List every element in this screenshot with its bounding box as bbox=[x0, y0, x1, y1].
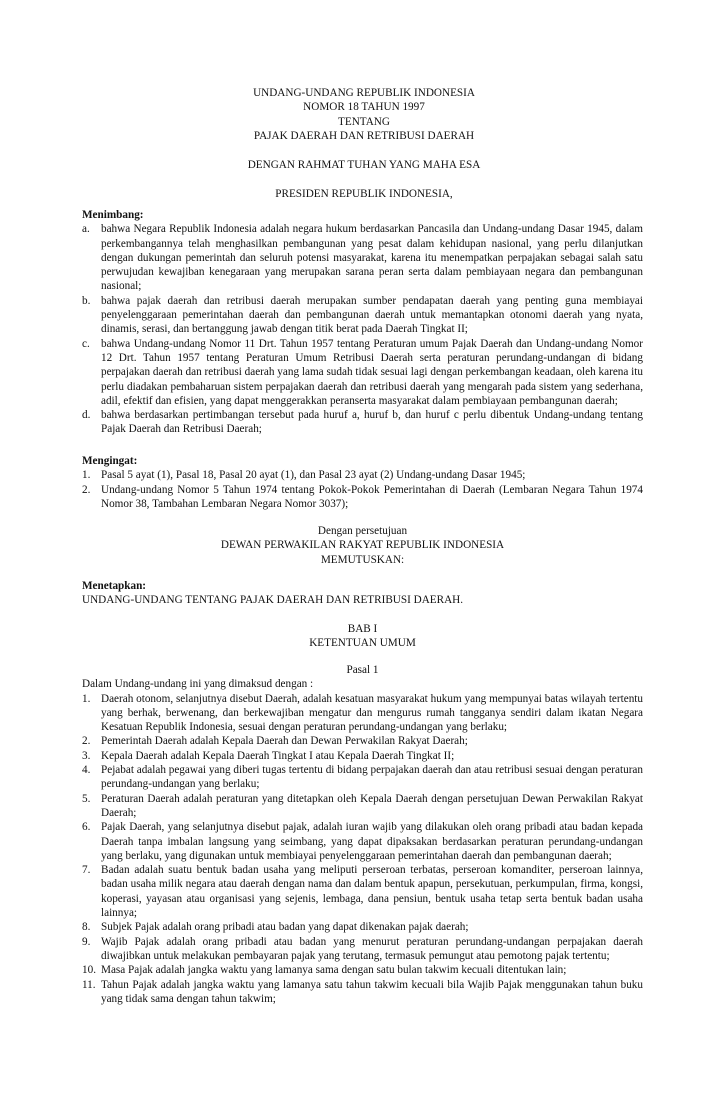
list-item: 2. Undang-undang Nomor 5 Tahun 1974 tentang Pokok-Pokok Pemerintahan di Daerah (Lembaran Negara Tahun 1974 Nomor 38, Tambahan Lembaran Negara Nomor 3037); bbox=[82, 483, 643, 510]
list-item: 11. Tahun Pajak adalah jangka waktu yang lamanya satu tahun takwim kecuali bila Wajib Pajak menggunakan tahun buku yang tidak sama dengan tahun takwim; bbox=[82, 978, 643, 1005]
header-number: NOMOR 18 TAHUN 1997 bbox=[303, 101, 425, 114]
persetujuan-section bbox=[82, 524, 643, 567]
bab-heading bbox=[82, 622, 643, 651]
list-item: 8. Subjek Pajak adalah orang pribadi atau badan yang dapat dikenakan pajak daerah; bbox=[82, 921, 469, 934]
list-item: 1. Daerah otonom, selanjutnya disebut Daerah, adalah kesatuan masyarakat hukum yang mempunyai batas wilayah tertentu yang berhak, berwenang, dan berkewajiban mengatur dan mengurus rumah tangganya sendiri dalam ikatan Negara Kesatuan Republik Indonesia, sesuai dengan peraturan perundang-undangan yang berlaku; bbox=[82, 692, 643, 734]
header-title: UNDANG-UNDANG REPUBLIK INDONESIA bbox=[253, 87, 475, 99]
memutuskan-line: MEMUTUSKAN: bbox=[320, 553, 405, 566]
menimbang-label: Menimbang: bbox=[82, 209, 144, 221]
header-invocation: DENGAN RAHMAT TUHAN YANG MAHA ESA bbox=[247, 159, 481, 172]
menetapkan-section bbox=[82, 579, 643, 608]
list-item: 4. Pejabat adalah pegawai yang diberi tugas tertentu di bidang perpajakan daerah dan atau retribusi sesuai dengan peraturan perundang-undangan yang berlaku; bbox=[82, 764, 643, 791]
list-item: 2. Pemerintah Daerah adalah Kepala Daerah dan Dewan Perwakilan Rakyat Daerah; bbox=[82, 735, 468, 748]
menimbang-section bbox=[82, 208, 643, 437]
bab-title: BAB I bbox=[347, 623, 378, 635]
document-header bbox=[0, 86, 728, 201]
mengingat-label: Mengingat: bbox=[82, 455, 138, 467]
list-item: 1. Pasal 5 ayat (1), Pasal 18, Pasal 20 ayat (1), dan Pasal 23 ayat (2) Undang-undang Dasar 1945; bbox=[82, 469, 526, 482]
menetapkan-label: Menetapkan: bbox=[82, 580, 147, 592]
list-item: 7. Badan adalah suatu bentuk badan usaha yang meliputi perseroan terbatas, perseroan komanditer, perseroan lainnya, badan usaha milik negara atau daerah dengan nama dan dalam bentuk apapun, persekutuan, perkumpulan, firma, kongsi, koperasi, yayasan atau organisasi yang sejenis, lembaga, dana pensiun, bentuk usaha tetap serta bentuk badan usaha lainnya; bbox=[82, 864, 643, 920]
list-item: a. bahwa Negara Republik Indonesia adalah negara hukum berdasarkan Pancasila dan Undang-undang Dasar 1945, dalam perkembangannya telah menghasilkan pembangunan yang pesat dalam kehidupan nasional, yang perlu dilanjutkan dengan dukungan pemerintah dan seluruh potensi masyarakat, karena itu menempatkan perpajakan sebagai salah satu perwujudan kewajiban kenegaraan yang merupakan sarana peran serta dalam pembiayaan negara dan pembangunan nasional; bbox=[82, 223, 643, 293]
list-item: 5. Peraturan Daerah adalah peraturan yang ditetapkan oleh Kepala Daerah dengan persetujuan Dewan Perwakilan Rakyat Daerah; bbox=[82, 792, 643, 819]
persetujuan-line: Dengan persetujuan bbox=[317, 525, 408, 537]
list-item: 3. Kepala Daerah adalah Kepala Daerah Tingkat I atau Kepala Daerah Tingkat II; bbox=[82, 749, 455, 762]
list-item: d. bahwa berdasarkan pertimbangan tersebut pada huruf a, huruf b, dan huruf c perlu dibentuk Undang-undang tentang Pajak Daerah dan Retribusi Daerah; bbox=[82, 409, 643, 436]
pasal-intro: Dalam Undang-undang ini yang dimaksud dengan : bbox=[82, 678, 314, 691]
list-item: 9. Wajib Pajak adalah orang pribadi atau badan yang menurut peraturan perundang-undangan perpajakan daerah diwajibkan untuk melakukan pembayaran pajak yang terutang, termasuk pemungut atau pemotong pajak tertentu; bbox=[82, 935, 643, 962]
header-president: PRESIDEN REPUBLIK INDONESIA, bbox=[275, 187, 453, 200]
list-item: 10. Masa Pajak adalah jangka waktu yang lamanya sama dengan satu bulan takwim kecuali ditentukan lain; bbox=[82, 964, 567, 977]
pasal-section bbox=[82, 663, 643, 1006]
pasal-title: Pasal 1 bbox=[346, 664, 379, 676]
list-item: c. bahwa Undang-undang Nomor 11 Drt. Tahun 1957 tentang Peraturan umum Pajak Daerah dan Undang-undang Nomor 12 Drt. Tahun 1957 tentang Peraturan Umum Retribusi Daerah serta peraturan perundang-undangan di bidang perpajakan daerah dan retribusi daerah yang lama sudah tidak sesuai lagi dengan perkembangan keadaan, oleh karena itu perlu diadakan pembaharuan sistem perpajakan daerah dan retribusi daerah yang mengarah pada sistem yang sederhana, adil, efektif dan efisien, yang dapat menggerakkan peranserta masyarakat dalam pembiayaan pembangunan daerah; bbox=[82, 337, 643, 407]
header-subject: PAJAK DAERAH DAN RETRIBUSI DAERAH bbox=[253, 130, 475, 143]
menetapkan-text: UNDANG-UNDANG TENTANG PAJAK DAERAH DAN RETRIBUSI DAERAH. bbox=[82, 594, 464, 607]
mengingat-section bbox=[82, 454, 643, 511]
list-item: 6. Pajak Daerah, yang selanjutnya disebut pajak, adalah iuran wajib yang dilakukan oleh orang pribadi atau badan kepada Daerah tanpa imbalan langsung yang seimbang, yang dapat dipaksakan berdasarkan peraturan perundang-undangan yang berlaku, yang digunakan untuk membiayai penyelenggaraan pemerintahan daerah dan pembangunan daerah; bbox=[82, 821, 643, 862]
header-tentang: TENTANG bbox=[338, 115, 390, 128]
bab-subtitle: KETENTUAN UMUM bbox=[309, 637, 416, 650]
dpr-line: DEWAN PERWAKILAN RAKYAT REPUBLIK INDONESIA bbox=[220, 539, 505, 552]
list-item: b. bahwa pajak daerah dan retribusi daerah merupakan sumber pendapatan daerah yang penting guna membiayai penyelenggaraan pemerintahan daerah dan pembangunan daerah untuk memantapkan otonomi daerah yang nyata, dinamis, serasi, dan bertanggung jawab dengan titik berat pada Daerah Tingkat II; bbox=[82, 294, 643, 336]
